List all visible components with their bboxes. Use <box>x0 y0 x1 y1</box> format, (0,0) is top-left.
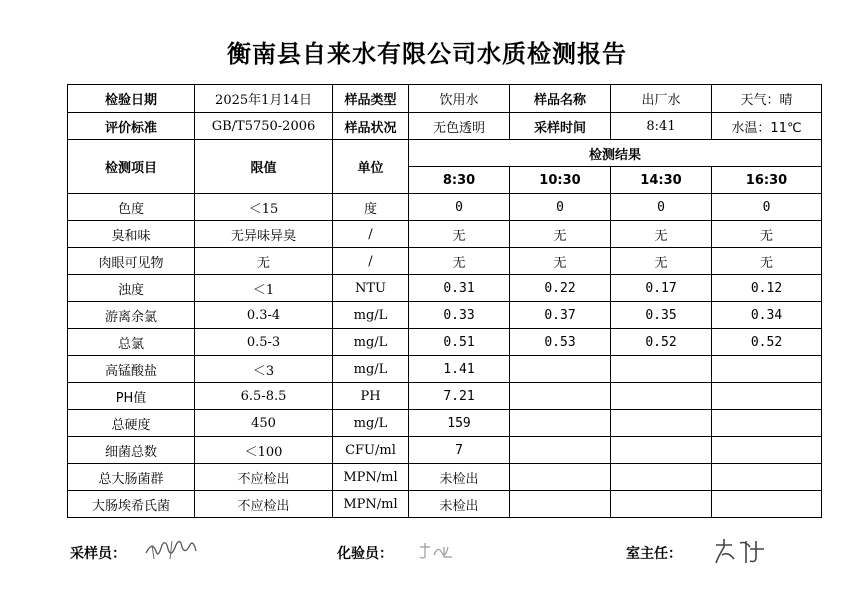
test-item: 色度 <box>68 194 195 221</box>
limit-value: 0.5-3 <box>195 329 333 356</box>
result-value: 7.21 <box>409 383 510 410</box>
col-item-header: 检测项目 <box>68 140 195 194</box>
unit-value: NTU <box>333 275 409 302</box>
tester-signature <box>414 535 464 565</box>
test-item: 肉眼可见物 <box>68 248 195 275</box>
tester-label: 化验员： <box>337 546 393 562</box>
limit-value: 不应检出 <box>195 464 333 491</box>
sampling-time-label: 采样时间 <box>510 113 611 140</box>
unit-value: mg/L <box>333 329 409 356</box>
result-value <box>712 437 822 464</box>
limit-value: 6.5-8.5 <box>195 383 333 410</box>
result-value <box>611 464 712 491</box>
result-value: 无 <box>409 248 510 275</box>
result-value: 0.52 <box>611 329 712 356</box>
result-value: 0 <box>611 194 712 221</box>
test-item: 大肠埃希氏菌 <box>68 491 195 518</box>
result-value: 无 <box>611 248 712 275</box>
test-item: 游离余氯 <box>68 302 195 329</box>
table-row <box>68 221 822 248</box>
unit-value: mg/L <box>333 410 409 437</box>
sampler-label: 采样员： <box>70 546 126 562</box>
data-rows <box>68 194 822 518</box>
test-item: PH值 <box>68 383 195 410</box>
result-value: 0 <box>510 194 611 221</box>
result-value: 无 <box>611 221 712 248</box>
result-value: 0 <box>409 194 510 221</box>
result-value <box>712 464 822 491</box>
unit-value: MPN/ml <box>333 464 409 491</box>
test-item: 细菌总数 <box>68 437 195 464</box>
limit-value: ＜1 <box>195 275 333 302</box>
table-row <box>68 464 822 491</box>
result-value: 0.51 <box>409 329 510 356</box>
limit-value: ＜15 <box>195 194 333 221</box>
result-value: 0.52 <box>712 329 822 356</box>
unit-value: / <box>333 221 409 248</box>
sample-type-value: 饮用水 <box>409 85 510 113</box>
table-row <box>68 356 822 383</box>
col-limit-header: 限值 <box>195 140 333 194</box>
result-value <box>611 410 712 437</box>
time-header: 14:30 <box>611 167 712 194</box>
result-value: 1.41 <box>409 356 510 383</box>
test-item: 总大肠菌群 <box>68 464 195 491</box>
time-header: 10:30 <box>510 167 611 194</box>
result-value: 0.12 <box>712 275 822 302</box>
result-value: 0.33 <box>409 302 510 329</box>
result-value: 0.17 <box>611 275 712 302</box>
table-row <box>68 329 822 356</box>
director-signature <box>712 535 772 569</box>
sample-status-value: 无色透明 <box>409 113 510 140</box>
limit-value: 无异味异臭 <box>195 221 333 248</box>
result-value <box>510 356 611 383</box>
column-header-row <box>68 140 822 167</box>
limit-value: ＜3 <box>195 356 333 383</box>
result-value: 无 <box>510 248 611 275</box>
result-value <box>611 356 712 383</box>
report-title: 衡南县自来水有限公司水质检测报告 <box>227 40 627 68</box>
result-value: 0.53 <box>510 329 611 356</box>
result-value: 0.35 <box>611 302 712 329</box>
date-value: 2025年1月14日 <box>195 85 333 113</box>
unit-value: mg/L <box>333 356 409 383</box>
unit-value: / <box>333 248 409 275</box>
result-value: 0.22 <box>510 275 611 302</box>
test-item: 高锰酸盐 <box>68 356 195 383</box>
result-value: 0 <box>712 194 822 221</box>
report-table <box>67 84 822 518</box>
result-value: 未检出 <box>409 464 510 491</box>
unit-value: MPN/ml <box>333 491 409 518</box>
result-value <box>510 410 611 437</box>
table-row <box>68 194 822 221</box>
result-value: 无 <box>510 221 611 248</box>
result-value <box>611 437 712 464</box>
table-row <box>68 491 822 518</box>
sample-type-label: 样品类型 <box>333 85 409 113</box>
result-value <box>712 383 822 410</box>
limit-value: ＜100 <box>195 437 333 464</box>
table-row <box>68 437 822 464</box>
table-row <box>68 248 822 275</box>
test-item: 总硬度 <box>68 410 195 437</box>
result-value <box>611 491 712 518</box>
sample-status-label: 样品状况 <box>333 113 409 140</box>
limit-value: 450 <box>195 410 333 437</box>
result-value: 0.34 <box>712 302 822 329</box>
result-value <box>510 464 611 491</box>
weather: 天气：晴 <box>712 85 822 113</box>
header-row-2 <box>68 113 822 140</box>
col-unit-header: 单位 <box>333 140 409 194</box>
result-value: 无 <box>712 248 822 275</box>
limit-value: 0.3-4 <box>195 302 333 329</box>
limit-value: 不应检出 <box>195 491 333 518</box>
result-value <box>712 410 822 437</box>
result-value <box>510 437 611 464</box>
sample-name-value: 出厂水 <box>611 85 712 113</box>
test-item: 浊度 <box>68 275 195 302</box>
result-value <box>510 383 611 410</box>
unit-value: 度 <box>333 194 409 221</box>
unit-value: mg/L <box>333 302 409 329</box>
result-value <box>510 491 611 518</box>
col-results-header: 检测结果 <box>409 140 822 167</box>
director-label: 室主任： <box>626 546 682 562</box>
test-item: 总氯 <box>68 329 195 356</box>
standard-label: 评价标准 <box>68 113 195 140</box>
standard-value: GB/T5750-2006 <box>195 113 333 140</box>
result-value: 0.37 <box>510 302 611 329</box>
time-header: 8:30 <box>409 167 510 194</box>
table-row <box>68 410 822 437</box>
unit-value: PH <box>333 383 409 410</box>
sampler-signature <box>142 535 202 565</box>
sample-name-label: 样品名称 <box>510 85 611 113</box>
result-value: 无 <box>409 221 510 248</box>
result-value: 无 <box>712 221 822 248</box>
limit-value: 无 <box>195 248 333 275</box>
result-value: 0.31 <box>409 275 510 302</box>
result-value: 7 <box>409 437 510 464</box>
table-row <box>68 302 822 329</box>
water-temperature: 水温：11℃ <box>712 113 822 140</box>
unit-value: CFU/ml <box>333 437 409 464</box>
result-value: 未检出 <box>409 491 510 518</box>
test-item: 臭和味 <box>68 221 195 248</box>
result-value <box>712 491 822 518</box>
date-label: 检验日期 <box>68 85 195 113</box>
result-value <box>712 356 822 383</box>
table-row <box>68 383 822 410</box>
table-row <box>68 275 822 302</box>
result-value <box>611 383 712 410</box>
time-header: 16:30 <box>712 167 822 194</box>
header-row-1 <box>68 85 822 113</box>
sampling-time-value: 8:41 <box>611 113 712 140</box>
result-value: 159 <box>409 410 510 437</box>
